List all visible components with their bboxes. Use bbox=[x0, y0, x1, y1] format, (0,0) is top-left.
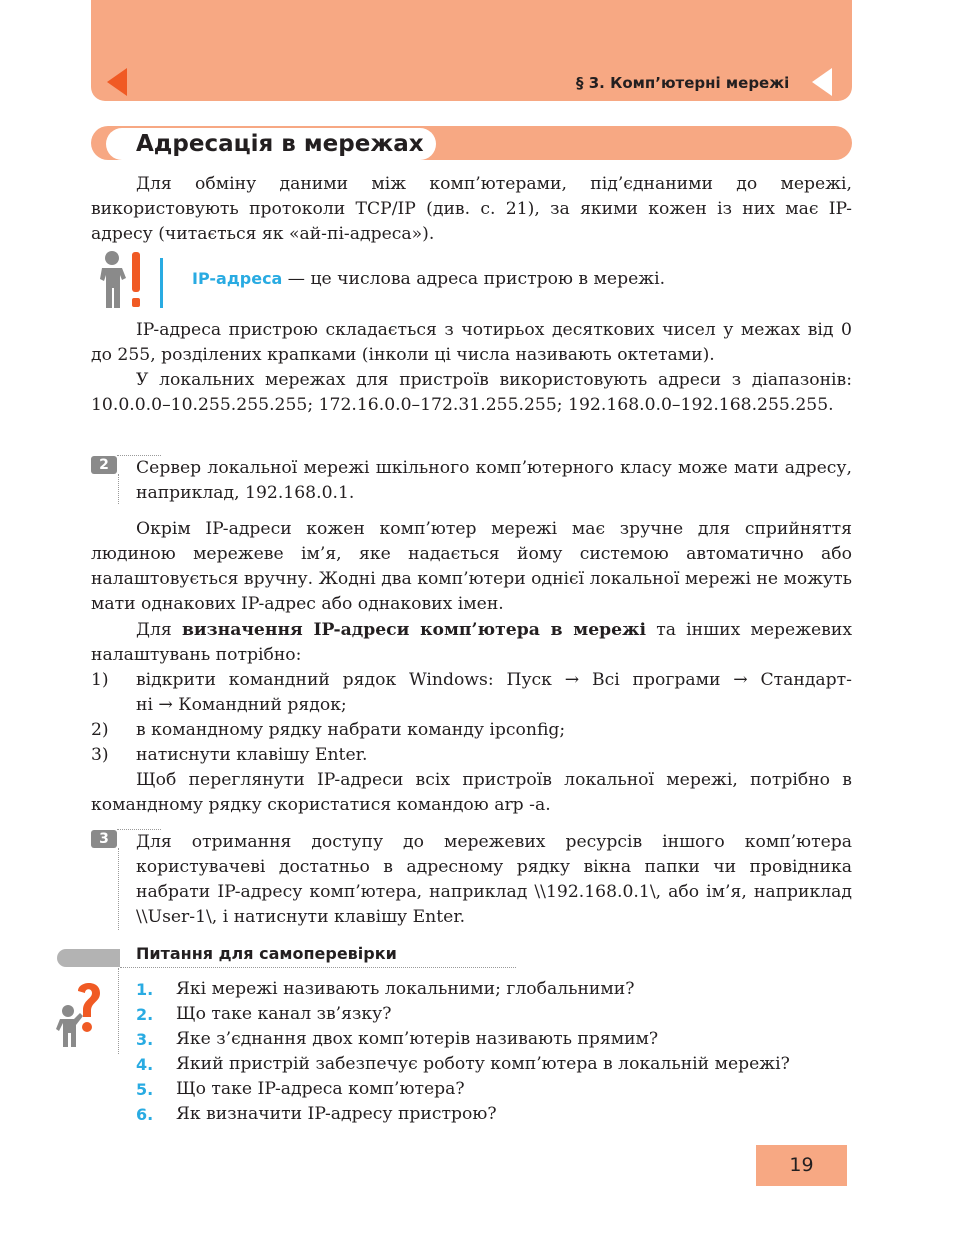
prev-page-arrow-icon[interactable] bbox=[107, 68, 127, 96]
definition-text: — це числова адреса пристрою в мережі. bbox=[282, 269, 666, 289]
question-2-number: 2. bbox=[136, 1005, 154, 1024]
question-2-text: Що таке канал зв’язку? bbox=[176, 1004, 392, 1024]
paragraph-1: Для обміну даними між комп’ютерами, під’єднаними до мережі, використовують протоколи TCP/IP (див. с. 21), за якими кожен із них має IP-адресу (читається як «ай-пі-адреса»). bbox=[91, 174, 852, 244]
page-number: 19 bbox=[789, 1154, 814, 1176]
example-number-2: 2 bbox=[91, 456, 117, 474]
definition-term: IP-адреса bbox=[192, 269, 283, 288]
definition bbox=[192, 266, 665, 292]
example-3-dotted-side bbox=[118, 848, 119, 930]
step-1-line-1: відкрити командний рядок Windows: Пуск → Всі програми → Стандарт- bbox=[136, 670, 852, 690]
step-3-text: натиснути клавішу Enter. bbox=[136, 745, 368, 765]
question-6-text: Як визначити IP-адресу пристрою? bbox=[176, 1104, 497, 1124]
question-4-number: 4. bbox=[136, 1055, 154, 1074]
example-3-text: Для отримання доступу до мережевих ресурсів іншого комп’ютера користувачеві достатньо в адресному рядку вікна папки чи провідника набрати IP-адресу комп’ютера, наприклад \\192.168.0.1\, або ім’я, наприклад \\User-1\, і натиснути клавішу Enter. bbox=[136, 832, 852, 927]
header-section-title: § 3. Комп’ютерні мережі bbox=[576, 74, 790, 92]
step-3-number: 3) bbox=[91, 745, 109, 765]
example-number-3: 3 bbox=[91, 830, 117, 848]
example-2-dotted-side bbox=[118, 474, 119, 504]
step-1-line-2: ні → Командний рядок; bbox=[136, 695, 347, 715]
question-1-number: 1. bbox=[136, 980, 154, 999]
questions-title: Питання для самоперевірки bbox=[136, 944, 397, 963]
next-page-arrow-icon[interactable] bbox=[812, 68, 832, 96]
section-title: Адресація в мережах bbox=[136, 131, 424, 157]
example-2-text: Сервер локальної мережі шкільного комп’ютерного класу може мати адресу, наприклад, 192.168.0.1. bbox=[136, 458, 852, 503]
paragraph-5-end: та інших мережевих налаштувань потрібно: bbox=[91, 620, 853, 665]
step-2-text: в командному рядку набрати команду ipconfig; bbox=[136, 720, 566, 740]
person-exclamation-icon bbox=[92, 249, 148, 311]
paragraph-5-start: Для bbox=[136, 620, 182, 640]
step-1-number: 1) bbox=[91, 670, 109, 690]
questions-bar bbox=[57, 949, 120, 967]
question-3-text: Яке з’єднання двох комп’ютерів називають прямим? bbox=[176, 1029, 659, 1049]
question-6-number: 6. bbox=[136, 1105, 154, 1124]
definition-divider bbox=[160, 258, 163, 308]
paragraph-2: IP-адреса пристрою складається з чотирьох десяткових чисел у межах від 0 до 255, розділених крапками (інколи ці числа називають октетами). bbox=[91, 320, 852, 365]
paragraph-6: Щоб переглянути IP-адреси всіх пристроїв локальної мережі, потрібно в командному рядку скористатися командою arp -a. bbox=[91, 770, 852, 815]
step-2-number: 2) bbox=[91, 720, 109, 740]
paragraph-5-bold: визначення IP-адреси комп’ютера в мережі bbox=[181, 620, 646, 640]
person-question-icon bbox=[56, 977, 108, 1049]
question-5-text: Що таке IP-адреса комп’ютера? bbox=[176, 1079, 465, 1099]
paragraph-5 bbox=[91, 618, 852, 668]
questions-dotted-line bbox=[120, 967, 516, 968]
question-4-text: Який пристрій забезпечує роботу комп’ютера в локальній мережі? bbox=[176, 1054, 790, 1074]
question-5-number: 5. bbox=[136, 1080, 154, 1099]
questions-dotted-side bbox=[118, 968, 119, 1054]
paragraph-3: У локальних мережах для пристроїв використовують адреси з діапазонів: 10.0.0.0–10.255.255.255; 172.16.0.0–172.31.255.255; 192.168.0.0–192.168.255.255. bbox=[91, 370, 852, 415]
question-1-text: Які мережі називають локальними; глобальними? bbox=[176, 979, 635, 999]
paragraph-4: Окрім IP-адреси кожен комп’ютер мережі має зручне для сприйняття людиною мережеве ім’я, яке надається йому системою автоматично або налаштовується вручну. Жодні два комп’ютери однієї локальної мережі не можуть мати однакових IP-адрес або однакових імен. bbox=[91, 519, 852, 614]
question-3-number: 3. bbox=[136, 1030, 154, 1049]
